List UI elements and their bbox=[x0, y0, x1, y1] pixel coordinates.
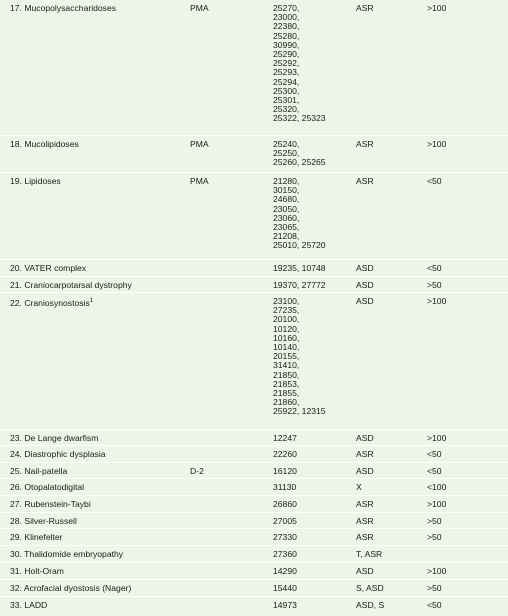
mim-line: 10120, bbox=[273, 323, 300, 334]
footnote-marker: 1 bbox=[89, 298, 94, 304]
frequency: <50 bbox=[427, 466, 442, 476]
condition-name: 24. Diastrophic dysplasia bbox=[10, 449, 106, 459]
mim-line: 19235, 10748 bbox=[273, 263, 326, 273]
mim-line: 27235, bbox=[273, 305, 300, 316]
mim-line: 25301, bbox=[273, 95, 300, 106]
condition-name: 19. Lipidoses bbox=[10, 176, 61, 186]
frequency: <50 bbox=[427, 449, 442, 459]
table-row bbox=[0, 597, 508, 615]
mim-line: 21208, bbox=[273, 231, 300, 242]
mim-line: 21853, bbox=[273, 378, 300, 389]
mim-line: 27360 bbox=[273, 549, 297, 559]
mim-line: 25293, bbox=[273, 67, 300, 78]
inheritance: ASD bbox=[356, 263, 374, 273]
frequency: >100 bbox=[427, 139, 447, 149]
mim-line: 30990, bbox=[273, 39, 300, 50]
mim-line: 31410, bbox=[273, 360, 300, 371]
table-row bbox=[0, 546, 508, 563]
mim-line: 25270, bbox=[273, 3, 300, 13]
mim-line: 20155, bbox=[273, 351, 300, 362]
inheritance: ASD bbox=[356, 566, 374, 576]
frequency: >100 bbox=[427, 566, 447, 576]
inheritance: T, ASR bbox=[356, 549, 383, 559]
inheritance: ASD, S bbox=[356, 600, 385, 610]
mim-line: 25294, bbox=[273, 76, 300, 87]
mim-line: 25300, bbox=[273, 85, 300, 96]
mim-line: 23065, bbox=[273, 222, 300, 233]
mim-line: 26860 bbox=[273, 499, 297, 509]
condition-name: 21. Craniocarpotarsal dystrophy bbox=[10, 280, 132, 290]
category-code: PMA bbox=[190, 3, 209, 13]
inheritance: ASR bbox=[356, 449, 374, 459]
condition-name: 20. VATER complex bbox=[10, 263, 87, 273]
table-row bbox=[0, 446, 508, 463]
mim-numbers bbox=[273, 450, 297, 459]
mim-line: 25292, bbox=[273, 58, 300, 69]
mim-line: 21280, bbox=[273, 176, 300, 186]
table-row bbox=[0, 529, 508, 546]
inheritance: X bbox=[356, 482, 362, 492]
mim-line: 25322, 25323 bbox=[273, 113, 326, 124]
mim-line: 22380, bbox=[273, 21, 300, 32]
mim-line: 12247 bbox=[273, 433, 297, 443]
mim-line: 25922, 12315 bbox=[273, 406, 326, 417]
table-row bbox=[0, 260, 508, 277]
mim-line: 10160, bbox=[273, 332, 300, 343]
mim-line: 23100, bbox=[273, 296, 300, 306]
mim-line: 21860, bbox=[273, 397, 300, 408]
frequency: <50 bbox=[427, 600, 442, 610]
mim-line: 25320, bbox=[273, 104, 300, 115]
mim-line: 21850, bbox=[273, 369, 300, 380]
mim-line: 15440 bbox=[273, 583, 297, 593]
mim-numbers bbox=[273, 281, 326, 290]
mim-line: 25280, bbox=[273, 30, 300, 41]
condition-name: 32. Acrofacial dyostosis (Nager) bbox=[10, 583, 132, 593]
mim-line: 30150, bbox=[273, 185, 300, 196]
mim-numbers bbox=[273, 550, 297, 559]
mim-line: 25290, bbox=[273, 49, 300, 60]
mim-numbers bbox=[273, 601, 297, 610]
mim-numbers bbox=[273, 500, 297, 509]
mim-numbers bbox=[273, 483, 296, 492]
category-code: PMA bbox=[190, 176, 209, 186]
frequency: >50 bbox=[427, 280, 442, 290]
table-row bbox=[0, 496, 508, 513]
mim-line: 27005 bbox=[273, 516, 297, 526]
inheritance: ASR bbox=[356, 176, 374, 186]
table-row bbox=[0, 479, 508, 496]
frequency: >100 bbox=[427, 3, 447, 13]
mim-numbers bbox=[273, 4, 326, 124]
inheritance: ASR bbox=[356, 3, 374, 13]
mim-line: 25250, bbox=[273, 148, 300, 159]
condition-name: 17. Mucopolysaccharidoses bbox=[10, 3, 117, 13]
inheritance: ASD bbox=[356, 280, 374, 290]
condition-name: 28. Silver-Russell bbox=[10, 516, 77, 526]
table-row bbox=[0, 0, 508, 136]
frequency: <100 bbox=[427, 482, 447, 492]
category-code: D-2 bbox=[190, 466, 204, 476]
mim-line: 14973 bbox=[273, 600, 297, 610]
condition-name bbox=[10, 297, 93, 308]
mim-line: 24680, bbox=[273, 194, 300, 205]
mim-numbers bbox=[273, 517, 297, 526]
mim-line: 20100, bbox=[273, 314, 300, 325]
frequency: >50 bbox=[427, 516, 442, 526]
mim-numbers bbox=[273, 533, 297, 542]
frequency: <50 bbox=[427, 263, 442, 273]
table-row bbox=[0, 513, 508, 529]
frequency: >50 bbox=[427, 583, 442, 593]
mim-line: 25010, 25720 bbox=[273, 240, 326, 251]
condition-name: 29. Klinefelter bbox=[10, 532, 63, 542]
condition-name-text: 22. Craniosynostosis bbox=[10, 297, 90, 308]
category-code: PMA bbox=[190, 139, 209, 149]
table-row bbox=[0, 580, 508, 597]
mim-line: 25240, bbox=[273, 139, 300, 149]
table-row bbox=[0, 173, 508, 260]
inheritance: S, ASD bbox=[356, 583, 384, 593]
table-row bbox=[0, 277, 508, 293]
mim-numbers bbox=[273, 434, 297, 443]
mim-numbers bbox=[273, 567, 297, 576]
condition-name: 18. Mucolipidoses bbox=[10, 139, 79, 149]
mim-numbers bbox=[273, 297, 326, 417]
condition-name: 27. Rubenstein-Taybi bbox=[10, 499, 91, 509]
mim-line: 22260 bbox=[273, 449, 297, 459]
inheritance: ASR bbox=[356, 516, 374, 526]
condition-name: 30. Thalidomide embryopathy bbox=[10, 549, 124, 559]
mim-numbers bbox=[273, 140, 326, 168]
mim-numbers bbox=[273, 264, 326, 273]
mim-line: 16120 bbox=[273, 466, 297, 476]
mim-line: 10140, bbox=[273, 342, 300, 353]
table-row bbox=[0, 136, 508, 173]
mim-line: 14290 bbox=[273, 566, 297, 576]
mim-numbers bbox=[273, 177, 326, 251]
frequency: >50 bbox=[427, 532, 442, 542]
mim-line: 25260, 25265 bbox=[273, 157, 326, 168]
condition-name: 23. De Lange dwarfism bbox=[10, 433, 99, 443]
frequency: >100 bbox=[427, 499, 447, 509]
mim-line: 19370, 27772 bbox=[273, 280, 326, 290]
mim-line: 23050, bbox=[273, 203, 300, 214]
inheritance: ASR bbox=[356, 499, 374, 509]
mim-line: 23000, bbox=[273, 12, 300, 23]
mim-line: 27330 bbox=[273, 532, 297, 542]
frequency: <50 bbox=[427, 176, 442, 186]
frequency: >100 bbox=[427, 296, 447, 306]
mim-line: 31130 bbox=[273, 482, 297, 492]
inheritance: ASD bbox=[356, 296, 374, 306]
frequency: >100 bbox=[427, 433, 447, 443]
table-row bbox=[0, 430, 508, 446]
table-row bbox=[0, 293, 508, 430]
inheritance: ASD bbox=[356, 466, 374, 476]
mim-line: 21855, bbox=[273, 388, 300, 399]
inheritance: ASR bbox=[356, 139, 374, 149]
table-row bbox=[0, 463, 508, 479]
condition-name: 26. Otopalatodigital bbox=[10, 482, 85, 492]
inheritance: ASD bbox=[356, 433, 374, 443]
condition-name: 33. LADD bbox=[10, 600, 48, 610]
mim-numbers bbox=[273, 584, 297, 593]
condition-name: 31. Holt-Oram bbox=[10, 566, 64, 576]
condition-name: 25. Nail-patella bbox=[10, 466, 68, 476]
mim-line: 23060, bbox=[273, 212, 300, 223]
mim-numbers bbox=[273, 467, 297, 476]
table-row bbox=[0, 563, 508, 580]
inheritance: ASR bbox=[356, 532, 374, 542]
